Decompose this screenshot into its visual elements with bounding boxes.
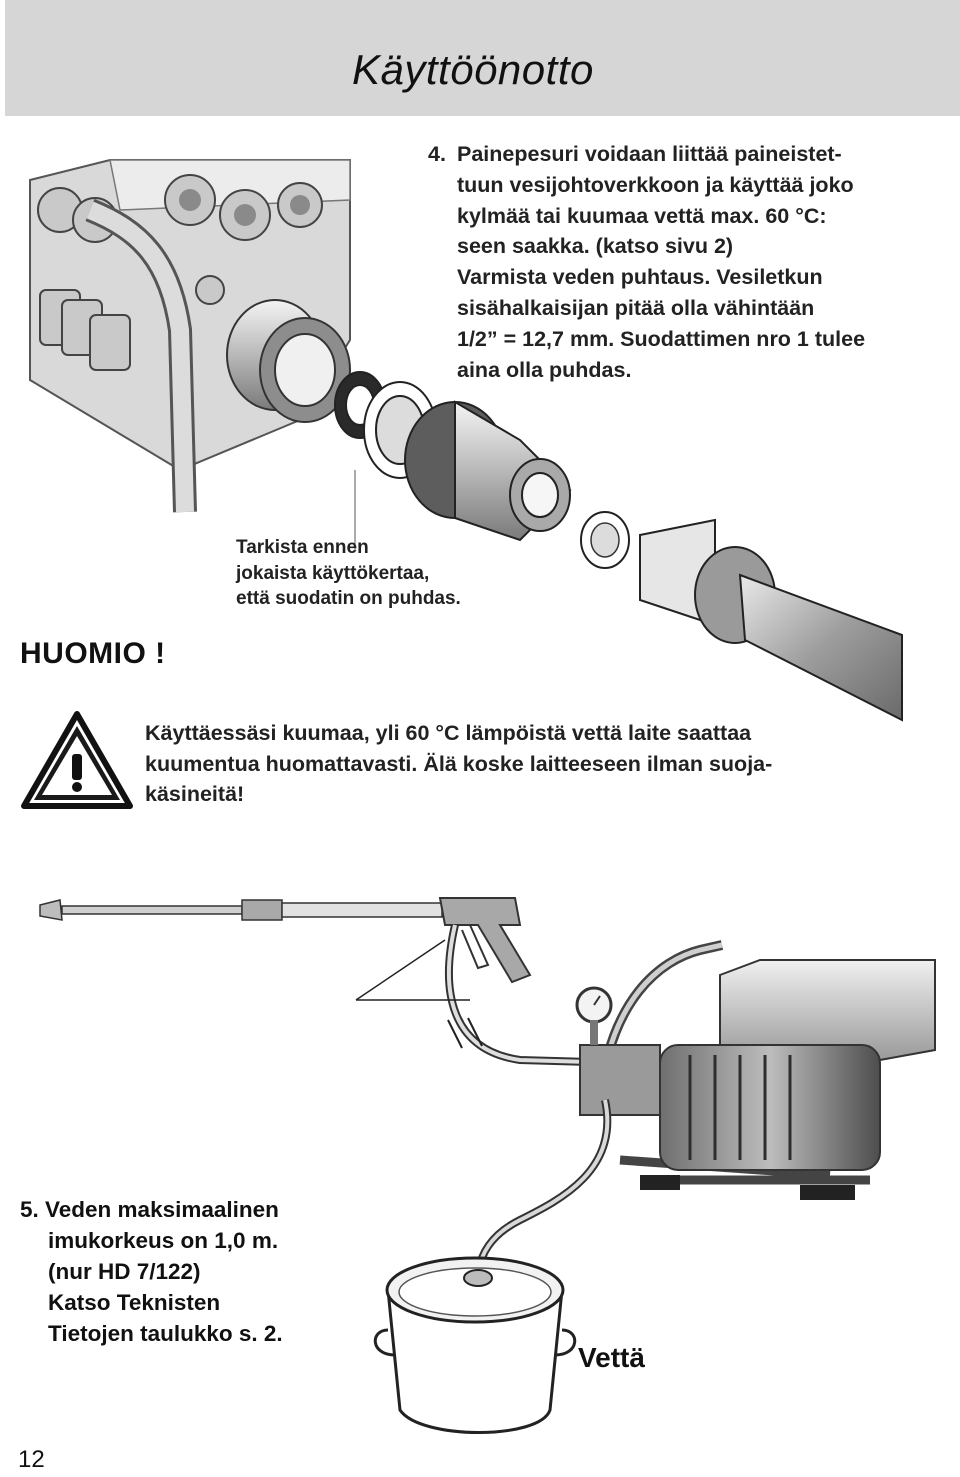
step-4-line: seen saakka. (katso sivu 2) (457, 234, 734, 259)
filter-check-note (236, 535, 461, 612)
warning-line: kuumentua huomattavasti. Älä koske laitteeseen ilman suoja- (145, 751, 773, 776)
bucket-label: Vettä (578, 1342, 645, 1373)
step-4-line: kylmää tai kuumaa vettä max. 60 °C: (457, 203, 827, 228)
attention-label: HUOMIO ! (20, 637, 166, 670)
hot-water-warning (145, 718, 772, 810)
step-4-line: Painepesuri voidaan liittää paineistet- (457, 142, 842, 166)
warning-triangle-icon (20, 710, 134, 812)
step-5-line: 5. Veden maksimaalinen (20, 1197, 279, 1222)
step-4-line: 1/2” = 12,7 mm. Suodattimen nro 1 tulee (457, 326, 866, 351)
step-4-line: Varmista veden puhtaus. Vesiletkun (457, 265, 823, 290)
warning-line: käsineitä! (145, 782, 245, 807)
page-title: Käyttöönotto (352, 46, 594, 93)
step-5-instruction (20, 1194, 283, 1349)
filter-check-line: Tarkista ennen (236, 537, 369, 558)
filter-check-line: että suodatin on puhdas. (236, 588, 461, 610)
step-4-line: tuun vesijohtoverkkoon ja käyttää joko (457, 172, 854, 197)
step-5-line: (nur HD 7/122) (48, 1259, 201, 1284)
filter-check-line: jokaista käyttökertaa, (236, 562, 430, 584)
warning-line: Käyttäessäsi kuumaa, yli 60 °C lämpöistä vettä laite saattaa (145, 721, 752, 745)
step-5-line: Katso Teknisten (48, 1290, 221, 1315)
step-4-number: 4. (428, 142, 446, 166)
page-number: 12 (18, 1446, 45, 1473)
step-5-line: Tietojen taulukko s. 2. (48, 1321, 283, 1346)
pressure-washer-illustration (0, 880, 960, 1440)
step-5-line: imukorkeus on 1,0 m. (48, 1228, 279, 1253)
step-4-instruction (428, 139, 948, 385)
step-4-line: aina olla puhdas. (457, 357, 632, 382)
step-4-line: sisähalkaisijan pitää olla vähintään (457, 295, 815, 320)
